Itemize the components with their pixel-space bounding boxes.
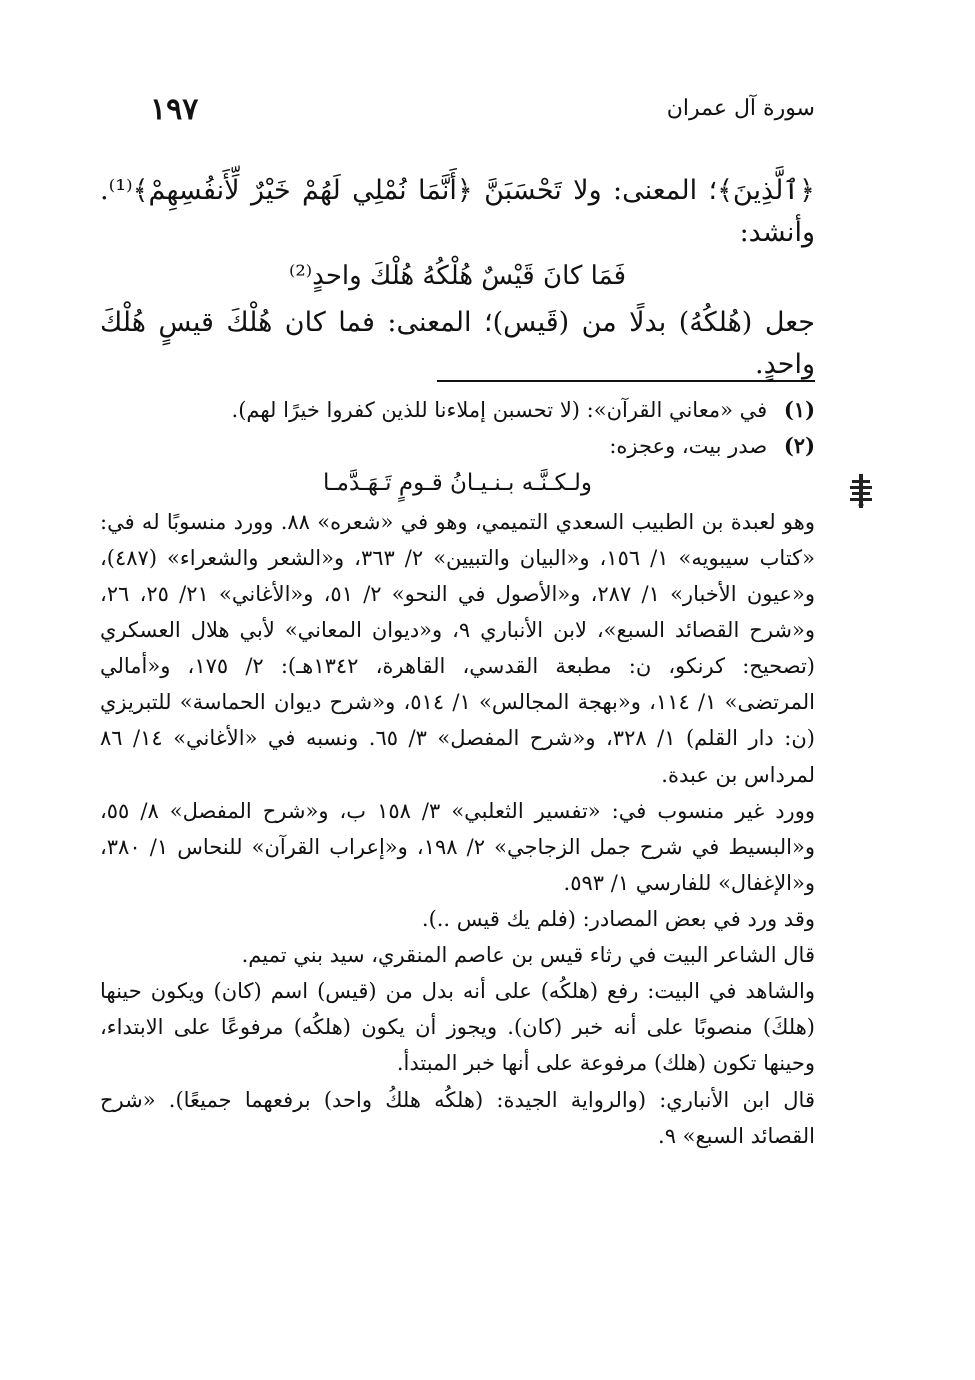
footnote-1-text: في «معاني القرآن»: (لا تحسبن إملاءنا للذين كفروا خيرًا لهم). xyxy=(231,398,768,422)
footnote-paragraph-anbari: قال ابن الأنباري: (والرواية الجيدة: (هلكُه هلكُ واحد) برفعهما جميعًا). «شرح القصائد السبع» ٩. xyxy=(100,1087,815,1148)
footnote-verse: ولـكـنَّـه بـنـيـانُ قـومٍ تَـهَـدَّمـا xyxy=(322,470,593,497)
footnote-paragraph-unattributed: وورد غير منسوب في: «تفسير الثعلبي» ٣/ ١٥٨ ب، و«شرح المفصل» ٨/ ٥٥، و«البسيط في شرح جمل الزجاجي» ٢/ ١٩٨، و«إعراب القرآن» للنحاس ١/ ٣٨٠، و«الإغفال» للفارسي ١/ ٥٩٣. xyxy=(100,798,815,895)
footnotes xyxy=(100,392,815,1154)
footnote-1 xyxy=(100,392,815,428)
main-line-quran: ﴿ٱلَّذِينَ﴾؛ المعنى: ولا تَحْسَبَنَّ ﴿أَنَّمَا نُمْلِي لَهُمْ خَيْرٌ لِّأَنفُسِهِمْ﴾⁽¹⁾. وأنشد: xyxy=(100,175,815,248)
surah-title: سورة آل عمران xyxy=(666,96,815,121)
main-text xyxy=(100,170,815,386)
footnote-2-number: (٢) xyxy=(783,433,815,459)
footnote-paragraph-variant: وقد ورد في بعض المصادر: (فلم يك قيس ..). xyxy=(421,906,815,931)
margin-ornament-icon xyxy=(846,474,876,508)
footnote-paragraph-occasion: قال الشاعر البيت في رثاء قيس بن عاصم المنقري، سيد بني تميم. xyxy=(241,943,815,968)
poetry-verse: فَمَا كانَ قَيْسٌ هُلْكُهُ هُلْكَ واحدٍ⁽²⁾ xyxy=(288,260,627,291)
footnote-1-number: (١) xyxy=(783,397,815,422)
footnote-2-text: صدر بيت، وعجزه: xyxy=(609,434,768,459)
footnote-divider xyxy=(437,380,815,382)
footnote-paragraph-sources: وهو لعبدة بن الطبيب السعدي التميمي، وهو في «شعره» ٨٨. وورد منسوبًا له في: «كتاب سيبويه» ١/ ١٥٦، و«البيان والتبيين» ٢/ ٣٦٣، و«الشعر والشعراء» (٤٨٧)، و«عيون الأخبار» ١/ ٢٨٧، و«الأصول في النحو» ٢/ ٥١، و«الأغاني» ٢١/ ٢٥، ٢٦، و«شرح القصائد السبع»، لابن الأنباري ٩، و«ديوان المعاني» لأبي هلال العسكري (تصحيح: كرنكو، ن: مطبعة القدسي، القاهرة، ١٣٤٢هـ): ٢/ ١٧٥، و«أمالي المرتضى» ١/ ١١٤، و«بهجة المجالس» ١/ ٥١٤، و«شرح ديوان الحماسة» للتبريزي (ن: دار القلم) ١/ ٣٢٨، و«شرح المفصل» ٣/ ٦٥. ونسبه في «الأغاني» ١٤/ ٨٦ لمرداس بن عبدة. xyxy=(100,509,815,787)
page-header xyxy=(150,92,815,132)
main-explanation: جعل (هُلكُهُ) بدلًا من (قَيس)؛ المعنى: فما كان هُلْكَ قيسٍ هُلْكَ واحدٍ. xyxy=(100,306,815,380)
footnote-2 xyxy=(100,428,815,464)
page-number: ١٩٧ xyxy=(150,92,199,127)
footnote-paragraph-evidence: والشاهد في البيت: رفع (هلكُه) على أنه بدل من (قيس) اسم (كان) ويكون حينها (هلكَ) منصوبًا على أنه خبر (كان). ويجوز أن يكون (هلكُه) مرفوعًا على الابتداء، وحينها تكون (هلك) مرفوعة على أنها خبر المبتدأ. xyxy=(100,979,815,1076)
